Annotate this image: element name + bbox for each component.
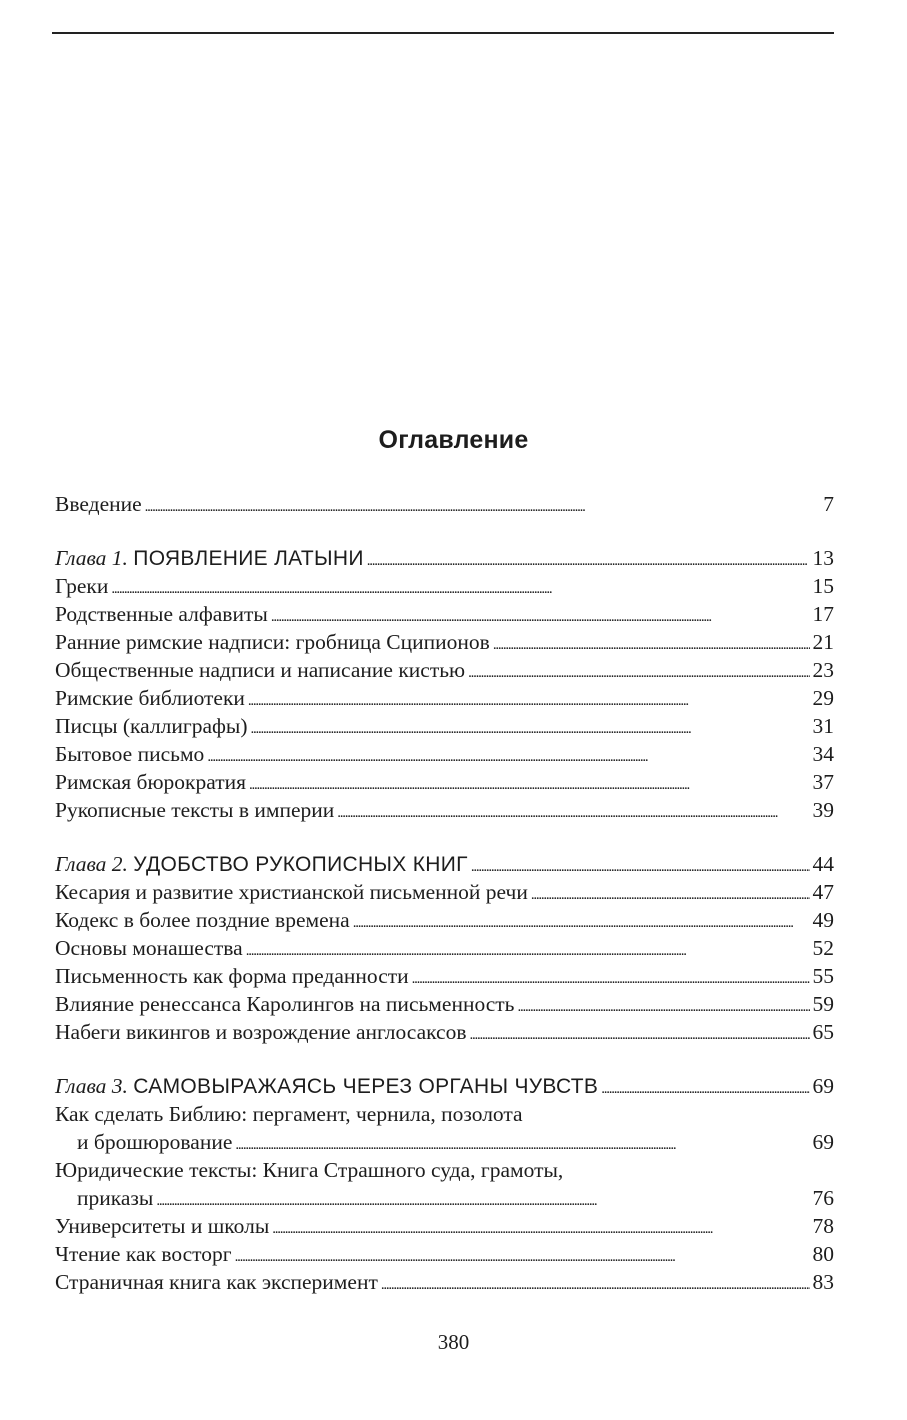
toc-entry-multiline[interactable] [55, 1156, 834, 1212]
entry-page: 44 [812, 852, 834, 876]
entry-page: 17 [812, 602, 834, 626]
entry-title-line2: приказы [77, 1186, 154, 1210]
entry-page: 47 [812, 880, 834, 904]
toc-entry[interactable] [55, 572, 834, 600]
toc-entry[interactable] [55, 600, 834, 628]
entry-title: Ранние римские надписи: гробница Сципионов [55, 630, 490, 654]
entry-page: 29 [812, 686, 834, 710]
entry-page: 7 [823, 492, 834, 516]
entry-title: Общественные надписи и написание кистью [55, 658, 466, 682]
chapter-title: УДОБСТВО РУКОПИСНЫХ КНИГ [133, 853, 468, 876]
dot-leader [470, 1018, 810, 1049]
toc-entry[interactable] [55, 990, 834, 1018]
dot-leader [111, 572, 809, 603]
entry-title: Римская бюрократия [55, 770, 247, 794]
toc-entry[interactable] [55, 768, 834, 796]
entry-page: 15 [812, 574, 834, 598]
entry-page: 23 [812, 658, 834, 682]
dot-leader [601, 1072, 809, 1103]
dot-leader [145, 490, 821, 521]
top-rule [52, 32, 834, 34]
entry-title: Рукописные тексты в империи [55, 798, 335, 822]
entry-page: 39 [812, 798, 834, 822]
chapter-label: Глава 2. [55, 852, 128, 876]
entry-title: Кесария и развитие христианской письменной речи [55, 880, 528, 904]
toc-entry[interactable] [55, 712, 834, 740]
toc-entry[interactable] [55, 796, 834, 824]
toc-heading: Оглавление [378, 426, 529, 454]
dot-leader [468, 656, 809, 687]
table-of-contents [55, 490, 834, 1296]
toc-entry[interactable] [55, 1268, 834, 1296]
entry-page: 34 [812, 742, 834, 766]
entry-title: Набеги викингов и возрождение англосаксов [55, 1020, 467, 1044]
entry-page: 49 [812, 908, 834, 932]
dot-leader [235, 1128, 809, 1159]
dot-leader [249, 768, 809, 799]
entry-page: 78 [812, 1214, 834, 1238]
dot-leader [272, 1212, 809, 1243]
toc-entry[interactable] [55, 906, 834, 934]
entry-title: Чтение как восторг [55, 1242, 232, 1266]
dot-leader [531, 878, 810, 909]
dot-leader [271, 600, 810, 631]
entry-title: Римские библиотеки [55, 686, 245, 710]
entry-title-line1: Юридические тексты: Книга Страшного суда, грамоты, [55, 1158, 564, 1182]
page-number: 380 [437, 1330, 470, 1354]
entry-title-line1: Как сделать Библию: пергамент, чернила, позолота [55, 1102, 523, 1126]
chapter-heading [55, 850, 468, 879]
entry-title: Основы монашества [55, 936, 243, 960]
dot-leader [251, 712, 810, 743]
entry-page: 21 [812, 630, 834, 654]
toc-entry[interactable] [55, 962, 834, 990]
dot-leader [367, 544, 810, 575]
chapter-label: Глава 3. [55, 1074, 128, 1098]
entry-title: Родственные алфавиты [55, 602, 268, 626]
dot-leader [246, 934, 810, 965]
toc-entry[interactable] [55, 934, 834, 962]
entry-title: Греки [55, 574, 109, 598]
entry-title: Писцы (каллиграфы) [55, 714, 248, 738]
entry-title-line2: и брошюрование [77, 1130, 233, 1154]
toc-entry[interactable] [55, 1212, 834, 1240]
toc-chapter-2[interactable] [55, 850, 834, 878]
entry-title: Страничная книга как эксперимент [55, 1270, 378, 1294]
toc-chapter-1[interactable] [55, 544, 834, 572]
toc-chapter-3[interactable] [55, 1072, 834, 1100]
entry-page: 65 [812, 1020, 834, 1044]
chapter-title: ПОЯВЛЕНИЕ ЛАТЫНИ [133, 547, 364, 570]
dot-leader [337, 796, 809, 827]
toc-entry[interactable] [55, 1240, 834, 1268]
toc-entry-intro[interactable] [55, 490, 834, 518]
entry-page: 31 [812, 714, 834, 738]
entry-page: 76 [812, 1186, 834, 1210]
dot-leader [381, 1268, 810, 1299]
entry-page: 59 [812, 992, 834, 1016]
entry-page: 52 [812, 936, 834, 960]
dot-leader [517, 990, 809, 1021]
entry-title: Кодекс в более поздние времена [55, 908, 350, 932]
entry-title: Университеты и школы [55, 1214, 270, 1238]
entry-page: 55 [812, 964, 834, 988]
toc-entry[interactable] [55, 656, 834, 684]
toc-entry[interactable] [55, 628, 834, 656]
entry-title: Письменность как форма преданности [55, 964, 409, 988]
toc-entry[interactable] [55, 878, 834, 906]
toc-entry-multiline[interactable] [55, 1100, 834, 1156]
toc-entry[interactable] [55, 684, 834, 712]
dot-leader [235, 1240, 810, 1271]
entry-page: 69 [812, 1074, 834, 1098]
dot-leader [353, 906, 810, 937]
dot-leader [412, 962, 810, 993]
chapter-label: Глава 1. [55, 546, 128, 570]
entry-page: 83 [812, 1270, 834, 1294]
entry-page: 13 [812, 546, 834, 570]
entry-page: 37 [812, 770, 834, 794]
dot-leader [493, 628, 810, 659]
entry-title: Бытовое письмо [55, 742, 205, 766]
entry-title: Влияние ренессанса Каролингов на письменность [55, 992, 515, 1016]
entry-title: Введение [55, 492, 142, 516]
dot-leader [471, 850, 810, 881]
entry-page: 80 [812, 1242, 834, 1266]
dot-leader [207, 740, 809, 771]
chapter-heading [55, 544, 364, 573]
dot-leader [248, 684, 810, 715]
toc-entry[interactable] [55, 1018, 834, 1046]
toc-entry[interactable] [55, 740, 834, 768]
entry-page: 69 [812, 1130, 834, 1154]
dot-leader [156, 1184, 809, 1215]
chapter-heading [55, 1072, 598, 1101]
chapter-title: САМОВЫРАЖАЯСЬ ЧЕРЕЗ ОРГАНЫ ЧУВСТВ [133, 1075, 599, 1098]
